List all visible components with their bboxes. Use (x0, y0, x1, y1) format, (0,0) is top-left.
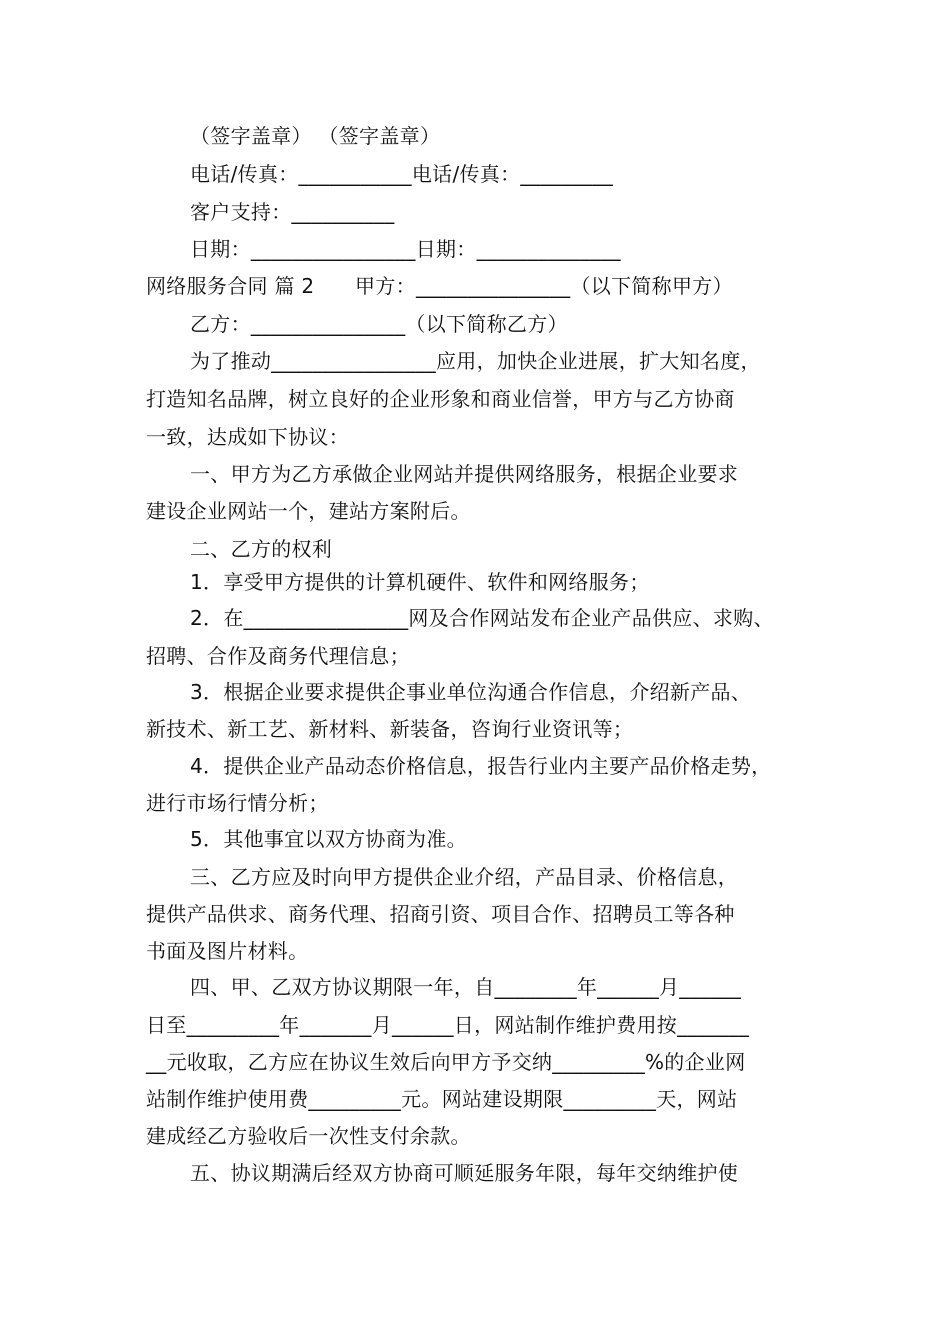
section-heading: 二、乙方的权利 (190, 537, 333, 561)
date-line: 日期：________________日期：______________ (190, 237, 621, 261)
list-item-continuation: 新技术、新工艺、新材料、新装备，咨询行业资讯等； (146, 717, 634, 741)
paragraph-line: 一、甲方为乙方承做企业网站并提供网络服务，根据企业要求 (190, 462, 739, 486)
signature-stamp-line: （签字盖章） （签字盖章） (190, 124, 441, 148)
list-item-continuation: 进行市场行情分析； (146, 791, 329, 815)
paragraph-line: 建设企业网站一个，建站方案附后。 (146, 499, 471, 523)
list-item: 5．其他事宜以双方协商为准。 (190, 827, 467, 851)
paragraph-line: 五、协议期满后经双方协商可顺延服务年限，每年交纳维护使 (190, 1161, 739, 1185)
list-item: 4．提供企业产品动态价格信息，报告行业内主要产品价格走势， (190, 754, 772, 778)
paragraph-line: 建成经乙方验收后一次性支付余款。 (146, 1124, 471, 1148)
list-item-continuation: 招聘、合作及商务代理信息； (146, 644, 410, 668)
paragraph-line: 一致，达成如下协议： (146, 425, 349, 449)
paragraph-line: 打造知名品牌，树立良好的企业形象和商业信誉，甲方与乙方协商 (146, 387, 735, 411)
paragraph-line: __元收取，乙方应在协议生效后向甲方予交纳_________%的企业网 (146, 1050, 746, 1074)
paragraph-line: 四、甲、乙双方协议期限一年，自________年______月______ (190, 975, 742, 999)
contract-heading-line: 网络服务合同 篇 2 甲方：_______________（以下简称甲方） (146, 274, 733, 298)
paragraph-line: 提供产品供求、商务代理、招商引资、项目合作、招聘员工等各种 (146, 902, 735, 926)
party-b-line: 乙方：_______________（以下简称乙方） (190, 312, 568, 336)
paragraph-line: 为了推动________________应用，加快企业进展，扩大知名度， (190, 349, 761, 373)
list-item: 1．享受甲方提供的计算机硬件、软件和网络服务； (190, 570, 650, 594)
paragraph-line: 三、乙方应及时向甲方提供企业介绍，产品目录、价格信息， (190, 865, 739, 889)
paragraph-line: 日至_________年_______月______日，网站制作维护费用按_______ (146, 1013, 750, 1037)
list-item: 3．根据企业要求提供企事业单位沟通合作信息，介绍新产品、 (190, 680, 752, 704)
phone-fax-line: 电话/传真：___________电话/传真：_________ (190, 162, 614, 186)
paragraph-line: 站制作维护使用费_________元。网站建设期限_________天，网站 (146, 1087, 738, 1111)
list-item: 2．在________________网及合作网站发布企业产品供应、求购、 (190, 606, 774, 630)
customer-support-line: 客户支持：__________ (190, 200, 395, 224)
paragraph-line: 书面及图片材料。 (146, 939, 309, 963)
